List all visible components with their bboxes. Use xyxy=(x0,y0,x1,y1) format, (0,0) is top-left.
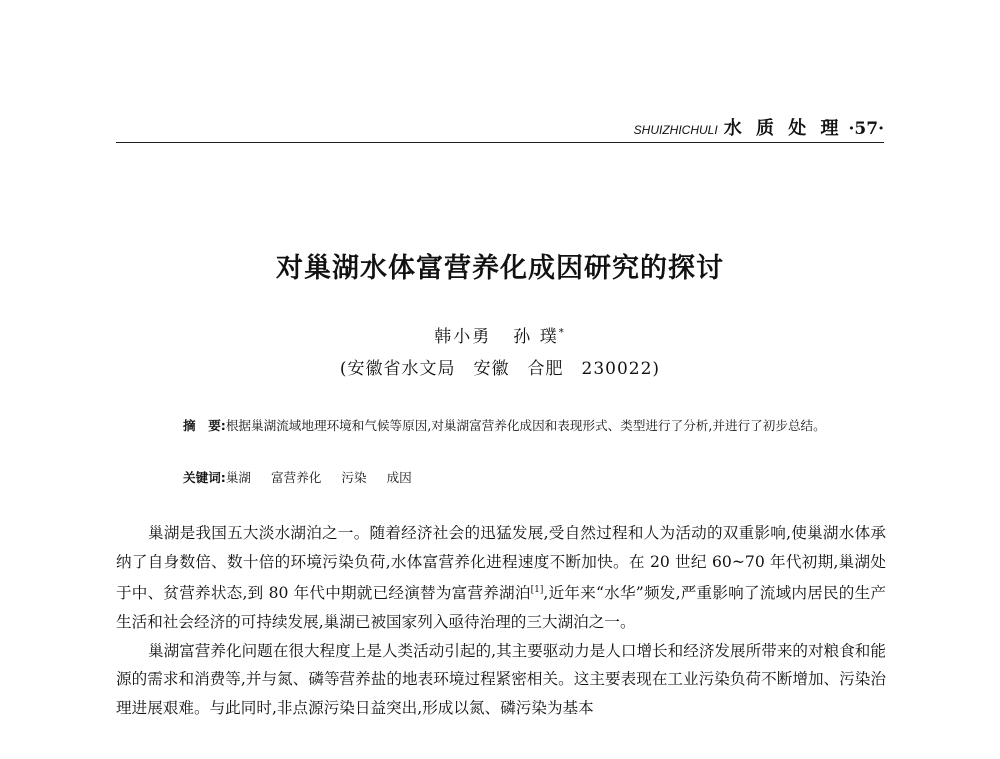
paragraph-1-part-a: 巢湖是我国五大淡水湖泊之一。随着经济社会的迅猛发展,受自然过程和人为活动的双重影响,使巢湖水体承纳了自身数倍、数十倍的环境污染负荷,水体富营养化进程速度不断加快。在 20 世纪 60~70 年代初期,巢湖处于中、贫营养状态,到 80 年代中期就已经演替为富营养湖泊 xyxy=(116,524,886,603)
running-header xyxy=(634,114,884,140)
abstract-text: 根据巢湖流域地理环境和气候等原因,对巢湖富营养化成因和表现形式、类型进行了分析,并进行了初步总结。 xyxy=(225,418,826,433)
keyword: 富营养化 xyxy=(271,470,322,485)
paragraph-2: 巢湖富营养化问题在很大程度上是人类活动引起的,其主要驱动力是人口增长和经济发展所带来的对粮食和能源的需求和消费等,并与氮、磷等营养盐的地表环境过程紧密相关。这主要表现在工业污染负荷不断增加、污染治理进展艰难。与此同时,非点源污染日益突出,形成以氮、磷污染为基本 xyxy=(116,641,886,717)
author-line xyxy=(0,322,1000,347)
author-2: 孙 璞 xyxy=(513,327,559,347)
journal-section: 水 质 处 理 xyxy=(723,118,843,139)
abstract-label: 摘 要: xyxy=(183,418,226,433)
header-rule xyxy=(116,142,884,143)
keywords xyxy=(183,467,432,486)
author-2-mark: * xyxy=(558,327,566,339)
affiliation: (安徽省水文局 安徽 合肥 230022) xyxy=(339,359,661,379)
keywords-label: 关键词: xyxy=(183,470,226,485)
citation: [1] xyxy=(530,585,544,596)
keyword: 污染 xyxy=(341,470,367,485)
body-text xyxy=(116,519,886,722)
keyword: 巢湖 xyxy=(225,470,252,485)
page-number: ·57· xyxy=(848,119,884,139)
paragraph-1 xyxy=(116,519,886,637)
author-1: 韩小勇 xyxy=(434,327,492,347)
journal-pinyin: SHUIZHICHULI xyxy=(633,123,718,137)
article-title: 对巢湖水体富营养化成因研究的探讨 xyxy=(276,253,724,284)
abstract xyxy=(151,414,865,437)
paragraph-1-part-b: ,近年来“水华”频发,严重影响了流域内居民的生产生活和社会经济的可持续发展,巢湖已被国家列入亟待治理的三大湖泊之一。 xyxy=(116,584,887,631)
keyword: 成因 xyxy=(386,470,412,485)
